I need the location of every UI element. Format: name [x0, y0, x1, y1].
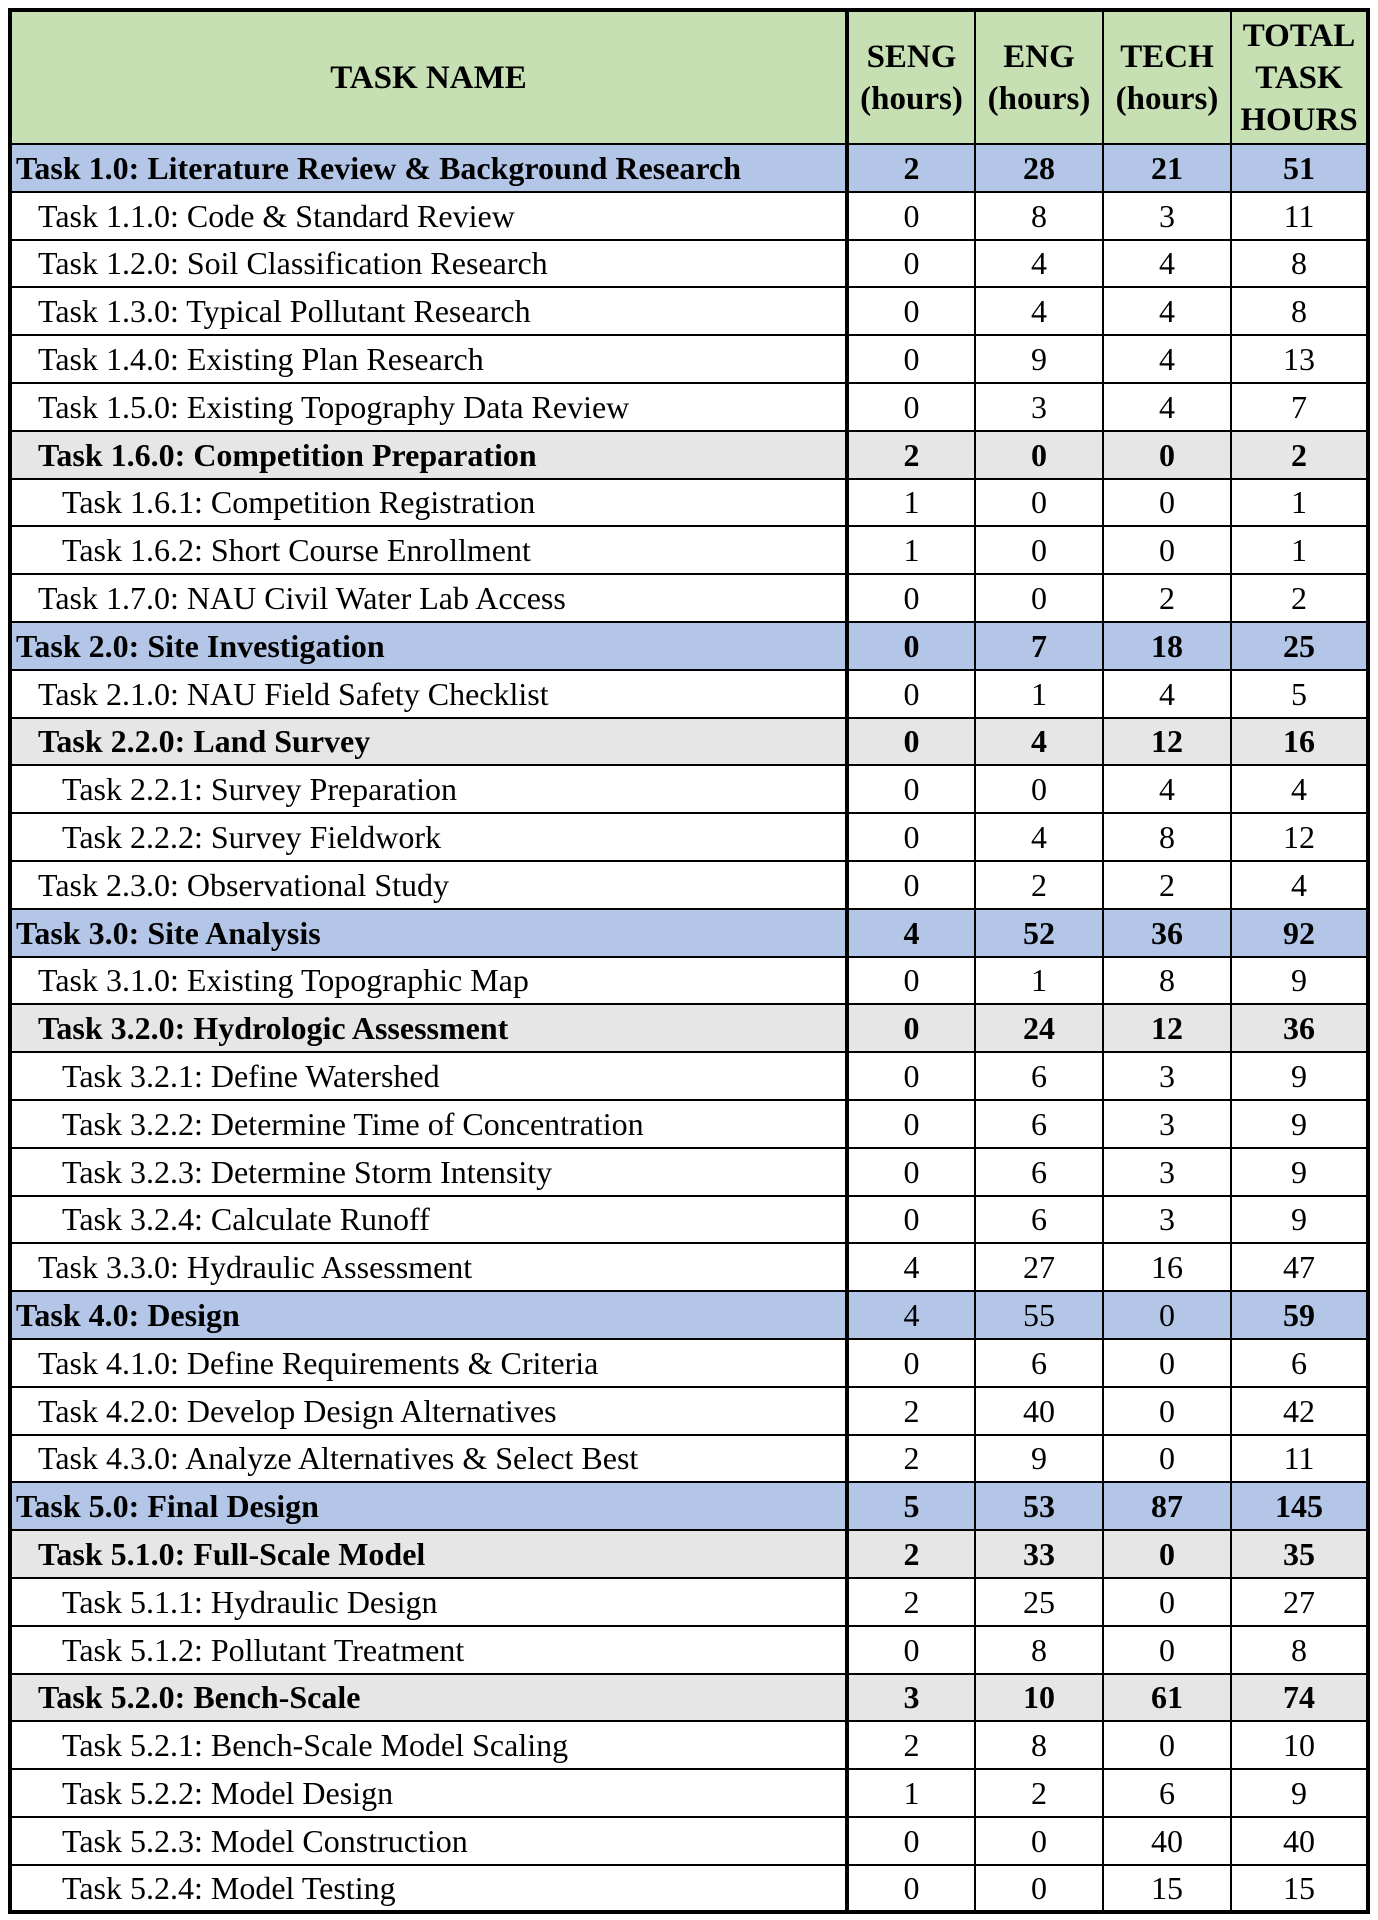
eng-hours-cell: 7	[975, 622, 1103, 670]
seng-hours-cell: 0	[847, 1004, 975, 1052]
tech-hours-cell: 4	[1103, 240, 1231, 288]
seng-hours-cell: 0	[847, 1817, 975, 1865]
column-header-total	[1231, 10, 1368, 144]
eng-hours-cell: 8	[975, 192, 1103, 240]
total-hours-cell: 9	[1231, 1052, 1368, 1100]
tech-hours-cell: 8	[1103, 957, 1231, 1005]
tech-hours-cell: 21	[1103, 144, 1231, 192]
seng-hours-cell: 4	[847, 1291, 975, 1339]
task-name-cell: Task 3.0: Site Analysis	[10, 909, 847, 957]
seng-hours-cell: 0	[847, 335, 975, 383]
tech-hours-cell: 0	[1103, 1339, 1231, 1387]
column-header-tech-line1: TECH	[1120, 38, 1214, 75]
seng-hours-cell: 2	[847, 144, 975, 192]
seng-hours-cell: 0	[847, 957, 975, 1005]
total-hours-cell: 42	[1231, 1387, 1368, 1435]
task-name-cell: Task 5.2.1: Bench-Scale Model Scaling	[10, 1721, 847, 1769]
seng-hours-cell: 0	[847, 765, 975, 813]
task-name-cell: Task 2.0: Site Investigation	[10, 622, 847, 670]
eng-hours-cell: 6	[975, 1148, 1103, 1196]
tech-hours-cell: 0	[1103, 1578, 1231, 1626]
task-name-cell: Task 1.5.0: Existing Topography Data Review	[10, 383, 847, 431]
column-header-eng	[975, 10, 1103, 144]
tech-hours-cell: 3	[1103, 192, 1231, 240]
tech-hours-cell: 2	[1103, 861, 1231, 909]
task-name-cell: Task 5.2.2: Model Design	[10, 1769, 847, 1817]
total-hours-cell: 25	[1231, 622, 1368, 670]
eng-hours-cell: 0	[975, 479, 1103, 527]
total-hours-cell: 4	[1231, 765, 1368, 813]
seng-hours-cell: 2	[847, 431, 975, 479]
task-name-cell: Task 5.1.0: Full-Scale Model	[10, 1530, 847, 1578]
eng-hours-cell: 4	[975, 813, 1103, 861]
subtask-group-row	[10, 718, 1368, 766]
table-row	[10, 335, 1368, 383]
table-row	[10, 526, 1368, 574]
total-hours-cell: 10	[1231, 1721, 1368, 1769]
table-row	[10, 1865, 1368, 1913]
task-name-cell: Task 2.1.0: NAU Field Safety Checklist	[10, 670, 847, 718]
table-row	[10, 287, 1368, 335]
tech-hours-cell: 12	[1103, 1004, 1231, 1052]
table-row	[10, 383, 1368, 431]
tech-hours-cell: 8	[1103, 813, 1231, 861]
task-name-cell: Task 5.0: Final Design	[10, 1482, 847, 1530]
task-hours-table-container	[8, 8, 1366, 1914]
eng-hours-cell: 2	[975, 1769, 1103, 1817]
eng-hours-cell: 1	[975, 670, 1103, 718]
table-row	[10, 1339, 1368, 1387]
seng-hours-cell: 0	[847, 1339, 975, 1387]
tech-hours-cell: 3	[1103, 1148, 1231, 1196]
total-hours-cell: 12	[1231, 813, 1368, 861]
total-hours-cell: 1	[1231, 526, 1368, 574]
eng-hours-cell: 24	[975, 1004, 1103, 1052]
total-hours-cell: 36	[1231, 1004, 1368, 1052]
table-row	[10, 1196, 1368, 1244]
total-hours-cell: 59	[1231, 1291, 1368, 1339]
task-name-cell: Task 4.1.0: Define Requirements & Criteria	[10, 1339, 847, 1387]
total-hours-cell: 145	[1231, 1482, 1368, 1530]
eng-hours-cell: 0	[975, 431, 1103, 479]
column-header-eng-line2: (hours)	[987, 80, 1091, 117]
tech-hours-cell: 0	[1103, 479, 1231, 527]
total-hours-cell: 9	[1231, 1100, 1368, 1148]
eng-hours-cell: 27	[975, 1243, 1103, 1291]
total-hours-cell: 35	[1231, 1530, 1368, 1578]
eng-hours-cell: 0	[975, 765, 1103, 813]
seng-hours-cell: 0	[847, 718, 975, 766]
task-name-cell: Task 1.6.0: Competition Preparation	[10, 431, 847, 479]
seng-hours-cell: 0	[847, 670, 975, 718]
task-hours-table	[8, 8, 1370, 1914]
total-hours-cell: 2	[1231, 574, 1368, 622]
table-row	[10, 1387, 1368, 1435]
tech-hours-cell: 0	[1103, 1721, 1231, 1769]
tech-hours-cell: 4	[1103, 383, 1231, 431]
total-hours-cell: 11	[1231, 1435, 1368, 1483]
tech-hours-cell: 40	[1103, 1817, 1231, 1865]
total-hours-cell: 8	[1231, 240, 1368, 288]
table-row	[10, 1817, 1368, 1865]
eng-hours-cell: 25	[975, 1578, 1103, 1626]
task-name-cell: Task 1.0: Literature Review & Background Research	[10, 144, 847, 192]
task-name-cell: Task 3.2.0: Hydrologic Assessment	[10, 1004, 847, 1052]
task-name-cell: Task 4.2.0: Develop Design Alternatives	[10, 1387, 847, 1435]
seng-hours-cell: 0	[847, 622, 975, 670]
tech-hours-cell: 36	[1103, 909, 1231, 957]
total-hours-cell: 51	[1231, 144, 1368, 192]
task-name-cell: Task 1.4.0: Existing Plan Research	[10, 335, 847, 383]
seng-hours-cell: 3	[847, 1674, 975, 1722]
eng-hours-cell: 52	[975, 909, 1103, 957]
total-hours-cell: 40	[1231, 1817, 1368, 1865]
seng-hours-cell: 1	[847, 1769, 975, 1817]
column-header-tech	[1103, 10, 1231, 144]
seng-hours-cell: 2	[847, 1578, 975, 1626]
seng-hours-cell: 0	[847, 1148, 975, 1196]
eng-hours-cell: 0	[975, 526, 1103, 574]
tech-hours-cell: 0	[1103, 1435, 1231, 1483]
subtask-group-row	[10, 1004, 1368, 1052]
seng-hours-cell: 0	[847, 383, 975, 431]
tech-hours-cell: 18	[1103, 622, 1231, 670]
task-name-cell: Task 5.2.0: Bench-Scale	[10, 1674, 847, 1722]
table-row	[10, 1435, 1368, 1483]
eng-hours-cell: 9	[975, 335, 1103, 383]
eng-hours-cell: 0	[975, 574, 1103, 622]
task-name-cell: Task 3.2.3: Determine Storm Intensity	[10, 1148, 847, 1196]
tech-hours-cell: 61	[1103, 1674, 1231, 1722]
eng-hours-cell: 28	[975, 144, 1103, 192]
task-name-cell: Task 5.1.1: Hydraulic Design	[10, 1578, 847, 1626]
total-hours-cell: 92	[1231, 909, 1368, 957]
seng-hours-cell: 0	[847, 813, 975, 861]
column-header-seng-line1: SENG	[866, 38, 957, 75]
table-row	[10, 240, 1368, 288]
eng-hours-cell: 6	[975, 1052, 1103, 1100]
table-row	[10, 479, 1368, 527]
seng-hours-cell: 4	[847, 1243, 975, 1291]
task-name-cell: Task 2.3.0: Observational Study	[10, 861, 847, 909]
task-name-cell: Task 5.1.2: Pollutant Treatment	[10, 1626, 847, 1674]
eng-hours-cell: 0	[975, 1817, 1103, 1865]
tech-hours-cell: 0	[1103, 1626, 1231, 1674]
tech-hours-cell: 2	[1103, 574, 1231, 622]
seng-hours-cell: 0	[847, 1052, 975, 1100]
eng-hours-cell: 55	[975, 1291, 1103, 1339]
seng-hours-cell: 0	[847, 287, 975, 335]
table-row	[10, 1100, 1368, 1148]
seng-hours-cell: 5	[847, 1482, 975, 1530]
column-header-total-line1: TOTAL	[1242, 17, 1356, 54]
eng-hours-cell: 8	[975, 1626, 1103, 1674]
task-row	[10, 144, 1368, 192]
seng-hours-cell: 2	[847, 1435, 975, 1483]
task-name-cell: Task 5.2.3: Model Construction	[10, 1817, 847, 1865]
task-row	[10, 1291, 1368, 1339]
task-name-cell: Task 2.2.0: Land Survey	[10, 718, 847, 766]
tech-hours-cell: 4	[1103, 765, 1231, 813]
subtask-group-row	[10, 1674, 1368, 1722]
eng-hours-cell: 10	[975, 1674, 1103, 1722]
eng-hours-cell: 6	[975, 1100, 1103, 1148]
eng-hours-cell: 1	[975, 957, 1103, 1005]
task-name-cell: Task 5.2.4: Model Testing	[10, 1865, 847, 1913]
seng-hours-cell: 2	[847, 1387, 975, 1435]
table-row	[10, 670, 1368, 718]
seng-hours-cell: 0	[847, 1865, 975, 1913]
total-hours-cell: 9	[1231, 1196, 1368, 1244]
total-hours-cell: 13	[1231, 335, 1368, 383]
seng-hours-cell: 0	[847, 861, 975, 909]
table-row	[10, 813, 1368, 861]
table-row	[10, 1626, 1368, 1674]
column-header-seng-line2: (hours)	[860, 80, 963, 117]
subtask-group-row	[10, 431, 1368, 479]
column-header-task-name: TASK NAME	[10, 10, 847, 144]
column-header-total-line2: TASK	[1255, 59, 1343, 96]
total-hours-cell: 27	[1231, 1578, 1368, 1626]
task-name-cell: Task 1.3.0: Typical Pollutant Research	[10, 287, 847, 335]
seng-hours-cell: 0	[847, 1626, 975, 1674]
task-name-cell: Task 1.1.0: Code & Standard Review	[10, 192, 847, 240]
tech-hours-cell: 87	[1103, 1482, 1231, 1530]
column-header-total-line3: HOURS	[1240, 101, 1358, 138]
tech-hours-cell: 12	[1103, 718, 1231, 766]
tech-hours-cell: 0	[1103, 526, 1231, 574]
tech-hours-cell: 0	[1103, 1291, 1231, 1339]
task-name-cell: Task 1.2.0: Soil Classification Research	[10, 240, 847, 288]
eng-hours-cell: 6	[975, 1339, 1103, 1387]
task-name-cell: Task 4.3.0: Analyze Alternatives & Select Best	[10, 1435, 847, 1483]
task-row	[10, 622, 1368, 670]
seng-hours-cell: 0	[847, 574, 975, 622]
eng-hours-cell: 2	[975, 861, 1103, 909]
task-name-cell: Task 1.7.0: NAU Civil Water Lab Access	[10, 574, 847, 622]
tech-hours-cell: 4	[1103, 335, 1231, 383]
eng-hours-cell: 40	[975, 1387, 1103, 1435]
task-row	[10, 1482, 1368, 1530]
task-name-cell: Task 3.2.2: Determine Time of Concentration	[10, 1100, 847, 1148]
total-hours-cell: 1	[1231, 479, 1368, 527]
eng-hours-cell: 53	[975, 1482, 1103, 1530]
task-name-cell: Task 1.6.1: Competition Registration	[10, 479, 847, 527]
column-header-eng-line1: ENG	[1003, 38, 1075, 75]
seng-hours-cell: 2	[847, 1530, 975, 1578]
seng-hours-cell: 1	[847, 526, 975, 574]
seng-hours-cell: 0	[847, 192, 975, 240]
seng-hours-cell: 2	[847, 1721, 975, 1769]
tech-hours-cell: 0	[1103, 431, 1231, 479]
eng-hours-cell: 33	[975, 1530, 1103, 1578]
tech-hours-cell: 15	[1103, 1865, 1231, 1913]
total-hours-cell: 2	[1231, 431, 1368, 479]
seng-hours-cell: 0	[847, 1100, 975, 1148]
eng-hours-cell: 4	[975, 240, 1103, 288]
total-hours-cell: 47	[1231, 1243, 1368, 1291]
eng-hours-cell: 0	[975, 1865, 1103, 1913]
column-header-tech-line2: (hours)	[1115, 80, 1219, 117]
task-name-cell: Task 3.1.0: Existing Topographic Map	[10, 957, 847, 1005]
table-row	[10, 1243, 1368, 1291]
eng-hours-cell: 4	[975, 287, 1103, 335]
tech-hours-cell: 6	[1103, 1769, 1231, 1817]
subtask-group-row	[10, 1530, 1368, 1578]
total-hours-cell: 4	[1231, 861, 1368, 909]
task-name-cell: Task 1.6.2: Short Course Enrollment	[10, 526, 847, 574]
table-body	[10, 144, 1368, 1912]
eng-hours-cell: 4	[975, 718, 1103, 766]
tech-hours-cell: 3	[1103, 1100, 1231, 1148]
task-name-cell: Task 4.0: Design	[10, 1291, 847, 1339]
tech-hours-cell: 3	[1103, 1196, 1231, 1244]
tech-hours-cell: 4	[1103, 670, 1231, 718]
table-header-row	[10, 10, 1368, 144]
tech-hours-cell: 16	[1103, 1243, 1231, 1291]
task-name-cell: Task 2.2.1: Survey Preparation	[10, 765, 847, 813]
eng-hours-cell: 3	[975, 383, 1103, 431]
seng-hours-cell: 0	[847, 1196, 975, 1244]
column-header-seng	[847, 10, 975, 144]
total-hours-cell: 8	[1231, 287, 1368, 335]
tech-hours-cell: 4	[1103, 287, 1231, 335]
table-row	[10, 192, 1368, 240]
tech-hours-cell: 3	[1103, 1052, 1231, 1100]
task-name-cell: Task 3.3.0: Hydraulic Assessment	[10, 1243, 847, 1291]
total-hours-cell: 9	[1231, 1148, 1368, 1196]
total-hours-cell: 16	[1231, 718, 1368, 766]
table-row	[10, 1721, 1368, 1769]
total-hours-cell: 8	[1231, 1626, 1368, 1674]
table-row	[10, 957, 1368, 1005]
table-row	[10, 765, 1368, 813]
table-row	[10, 1052, 1368, 1100]
task-name-cell: Task 3.2.1: Define Watershed	[10, 1052, 847, 1100]
task-row	[10, 909, 1368, 957]
table-row	[10, 861, 1368, 909]
total-hours-cell: 74	[1231, 1674, 1368, 1722]
task-name-cell: Task 3.2.4: Calculate Runoff	[10, 1196, 847, 1244]
total-hours-cell: 7	[1231, 383, 1368, 431]
eng-hours-cell: 6	[975, 1196, 1103, 1244]
seng-hours-cell: 1	[847, 479, 975, 527]
table-row	[10, 574, 1368, 622]
total-hours-cell: 5	[1231, 670, 1368, 718]
total-hours-cell: 6	[1231, 1339, 1368, 1387]
eng-hours-cell: 8	[975, 1721, 1103, 1769]
total-hours-cell: 15	[1231, 1865, 1368, 1913]
seng-hours-cell: 4	[847, 909, 975, 957]
eng-hours-cell: 9	[975, 1435, 1103, 1483]
tech-hours-cell: 0	[1103, 1387, 1231, 1435]
total-hours-cell: 9	[1231, 1769, 1368, 1817]
total-hours-cell: 11	[1231, 192, 1368, 240]
total-hours-cell: 9	[1231, 957, 1368, 1005]
table-row	[10, 1148, 1368, 1196]
table-row	[10, 1578, 1368, 1626]
tech-hours-cell: 0	[1103, 1530, 1231, 1578]
seng-hours-cell: 0	[847, 240, 975, 288]
table-row	[10, 1769, 1368, 1817]
task-name-cell: Task 2.2.2: Survey Fieldwork	[10, 813, 847, 861]
